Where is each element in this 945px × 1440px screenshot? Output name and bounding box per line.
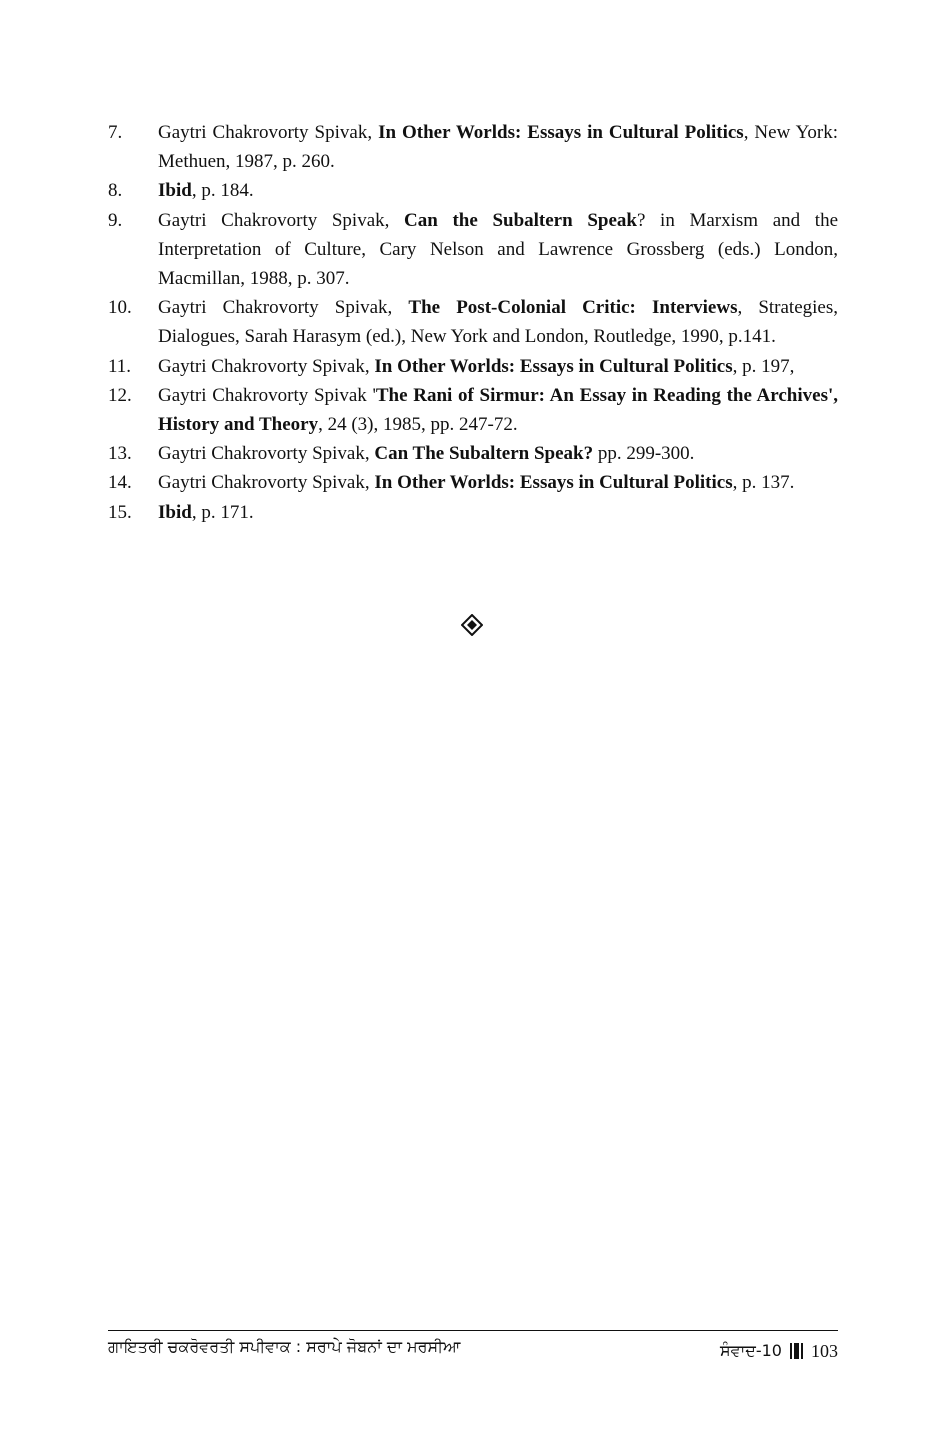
endnote-citation-text: Gaytri Chakrovorty Spivak, — [158, 355, 375, 377]
endnote-text — [158, 352, 838, 381]
endnote-title: Can The Subaltern Speak? — [374, 443, 594, 465]
endnote-item — [108, 498, 838, 527]
endnote-title: Ibid — [158, 501, 192, 523]
endnote-citation-text: , p. 171. — [191, 501, 254, 523]
endnote-citation-text: Gaytri Chakrovorty Spivak, — [158, 209, 405, 231]
endnote-text — [158, 176, 838, 205]
endnote-number: 11. — [108, 355, 132, 377]
endnote-citation-text: Gaytri Chakrovorty Spivak, — [158, 472, 375, 494]
page-number: 103 — [811, 1341, 838, 1361]
endnote-title: Can the Subaltern Speak — [404, 209, 637, 231]
endnote-text — [158, 381, 838, 439]
running-title: ਗਾਇਤਰੀ ਚਕਰੋਵਰਤੀ ਸਪੀਵਾਕ : ਸਰਾਪੇ ਜੋਬਨਾਂ ਦਾ ਮਰਸੀਆ — [108, 1337, 461, 1356]
bar-separator-icon — [790, 1343, 803, 1359]
endnote-number: 15. — [108, 501, 132, 523]
endnote-number: 9. — [108, 209, 123, 231]
endnote-citation-text: Gaytri Chakrovorty Spivak, — [158, 297, 409, 319]
endnote-title: In Other Worlds: Essays in Cultural Politics — [378, 122, 744, 143]
endnote-number: 13. — [108, 443, 132, 465]
endnote-item — [108, 293, 838, 351]
endnote-number: 12. — [108, 384, 132, 406]
endnote-citation-text: , p. 137. — [732, 472, 795, 494]
endnote-citation-text: , Strategies, Dialogues, Sarah Harasym (ed.), New York and London, Routledge, 1990, p.141. — [158, 297, 838, 348]
journal-name: ਸੰਵਾਦ-10 — [720, 1341, 782, 1360]
endnote-item — [108, 468, 838, 497]
endnote-item — [108, 439, 838, 468]
endnote-citation-text: Gaytri Chakrovorty Spivak, — [158, 443, 375, 465]
diamond-ornament-icon — [461, 614, 483, 636]
endnote-item — [108, 176, 838, 205]
endnote-title: In Other Worlds: Essays in Cultural Politics — [374, 355, 733, 377]
endnote-number: 7. — [108, 122, 123, 143]
page-footer-right — [720, 1340, 838, 1362]
endnote-title: The Post-Colonial Critic: Interviews — [408, 297, 738, 319]
endnote-citation-text: Gaytri Chakrovorty Spivak, — [158, 122, 379, 143]
endnote-citation-text: Gaytri Chakrovorty Spivak ' — [158, 384, 376, 406]
endnote-item — [108, 352, 838, 381]
endnote-citation-text: pp. 299-300. — [593, 443, 695, 465]
endnote-citation-text: , p. 184. — [191, 180, 254, 202]
endnote-item — [108, 118, 838, 176]
endnote-text — [158, 206, 838, 294]
endnote-text — [158, 498, 838, 527]
endnote-item — [108, 206, 838, 294]
endnote-number: 10. — [108, 297, 132, 319]
endnote-citation-text: , 24 (3), 1985, pp. 247-72. — [318, 414, 518, 436]
endnote-citation-text: , p. 197, — [732, 355, 795, 377]
endnote-citation-text: ? in Marxism and the Interpretation of Culture, Cary Nelson and Lawrence Grossberg (eds.) London, Macmillan, 1988, p. 307. — [158, 209, 839, 290]
footer-rule — [108, 1330, 838, 1331]
endnote-number: 14. — [108, 472, 132, 494]
endnote-text — [158, 293, 838, 351]
endnote-text — [158, 468, 838, 497]
endnote-text — [158, 439, 838, 468]
notes-list — [108, 118, 838, 527]
endnote-citation-text: , New York: Methuen, 1987, p. 260. — [158, 122, 838, 173]
endnote-title: The Rani of Sirmur: An Essay in Reading the Archives', History and Theory — [158, 384, 838, 436]
endnote-title: Ibid — [158, 180, 192, 202]
endnote-title: In Other Worlds: Essays in Cultural Politics — [374, 472, 733, 494]
endnote-text — [158, 118, 838, 176]
endnote-number: 8. — [108, 180, 123, 202]
endnote-item — [108, 381, 838, 439]
